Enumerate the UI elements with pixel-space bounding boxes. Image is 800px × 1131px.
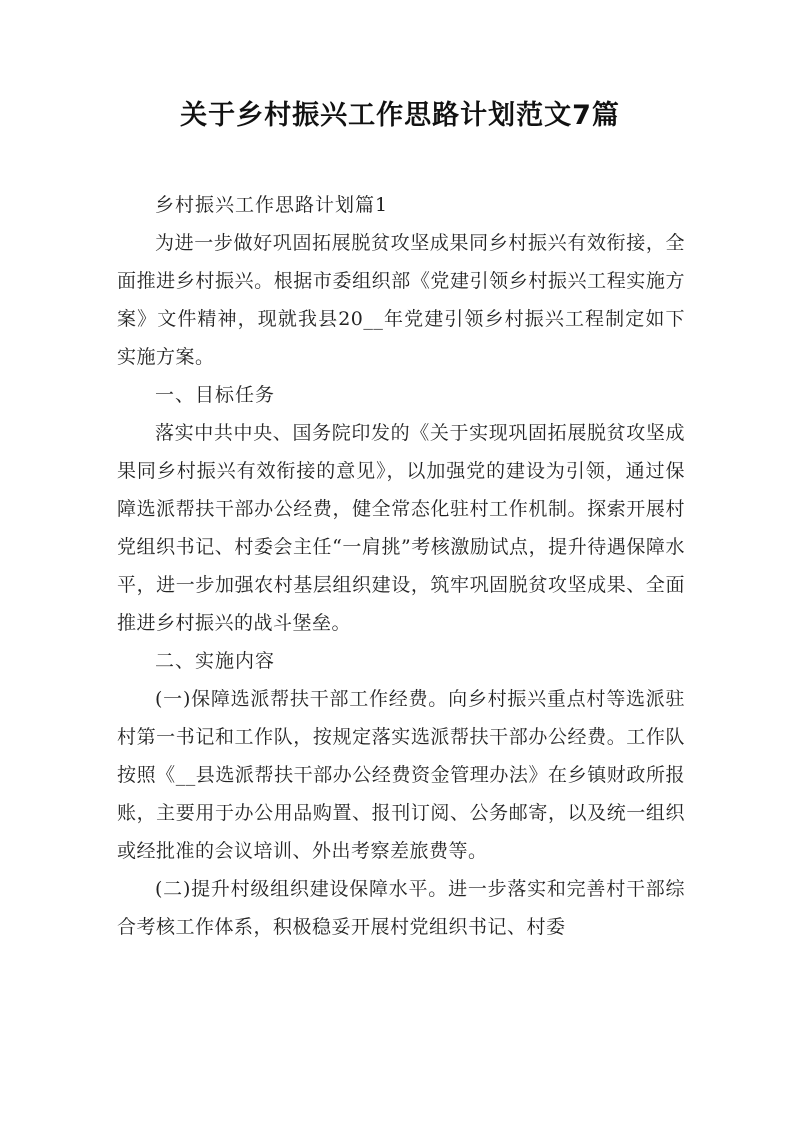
paragraph: (二)提升村级组织建设保障水平。进一步落实和完善村干部综合考核工作体系，积极稳妥开展村党组织书记、村委 <box>117 878 685 938</box>
section-heading: 乡村振兴工作思路计划篇1 <box>155 194 389 216</box>
paragraph: 为进一步做好巩固拓展脱贫攻坚成果同乡村振兴有效衔接，全面推进乡村振兴。根据市委组织部《党建引领乡村振兴工程实施方案》文件精神，现就我县20__年党建引领乡村振兴工程制定如下实施方案。 <box>117 232 685 368</box>
document-title: 关于乡村振兴工作思路计划范文7篇 <box>180 100 620 131</box>
paragraph: (一)保障选派帮扶干部工作经费。向乡村振兴重点村等选派驻村第一书记和工作队，按规定落实选派帮扶干部办公经费。工作队按照《__县选派帮扶干部办公经费资金管理办法》在乡镇财政所报账，主要用于办公用品购置、报刊订阅、公务邮寄，以及统一组织或经批准的会议培训、外出考察差旅费等。 <box>117 688 685 862</box>
section-heading: 二、实施内容 <box>155 650 276 672</box>
paragraph: 落实中共中央、国务院印发的《关于实现巩固拓展脱贫攻坚成果同乡村振兴有效衔接的意见》，以加强党的建设为引领，通过保障选派帮扶干部办公经费，健全常态化驻村工作机制。探索开展村党组织书记、村委会主任“一肩挑”考核激励试点，提升待遇保障水平，进一步加强农村基层组织建设，筑牢巩固脱贫攻坚成果、全面推进乡村振兴的战斗堡垒。 <box>117 422 685 634</box>
section-heading: 一、目标任务 <box>155 384 276 406</box>
document-body <box>117 186 685 946</box>
